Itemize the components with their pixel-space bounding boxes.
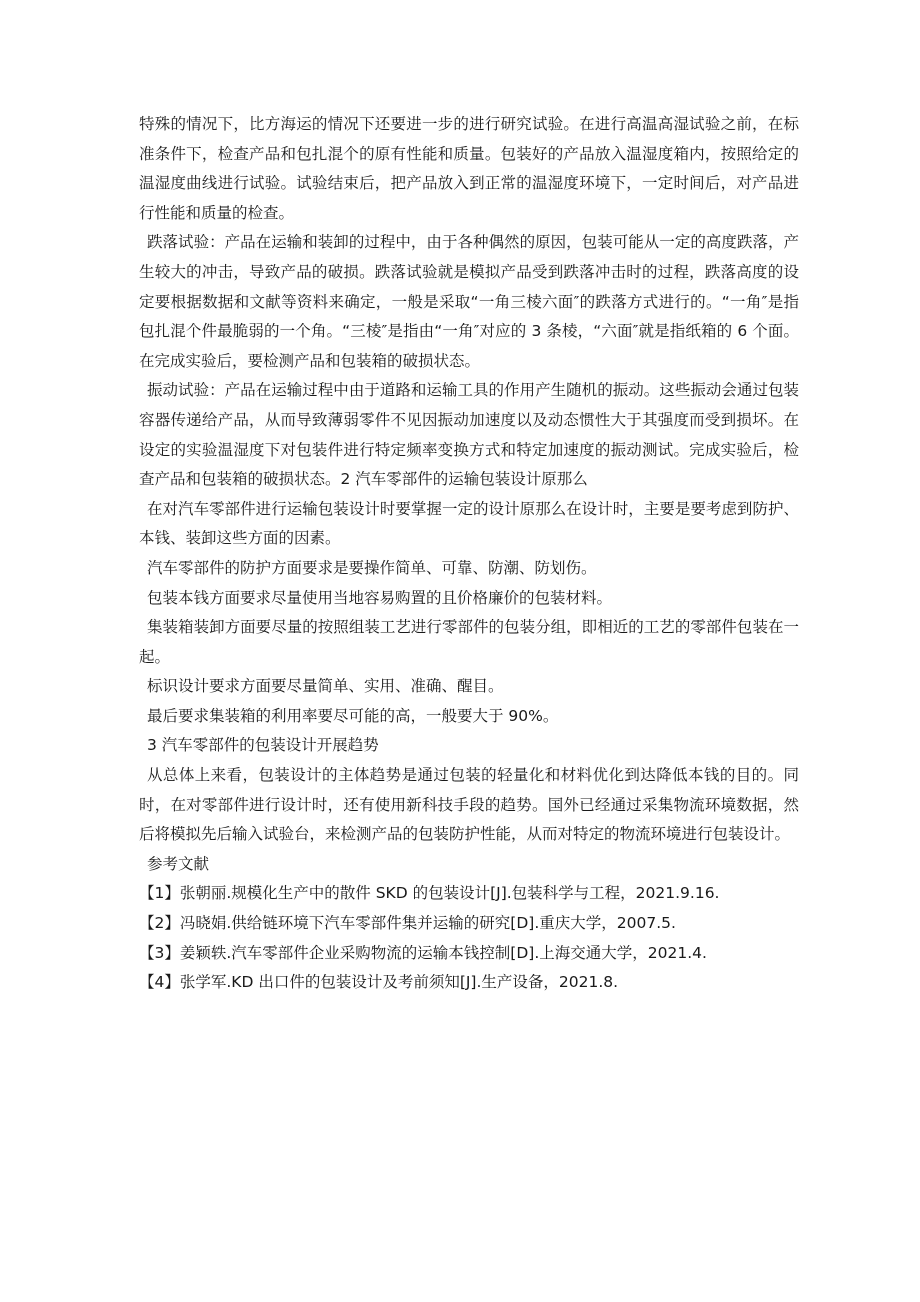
- reference-item-4: 【4】张学军.KD 出口件的包装设计及考前须知[J].生产设备，2021.8.: [139, 973, 619, 992]
- paragraph-trends: 从总体上来看，包装设计的主体趋势是通过包装的轻量化和材料优化到达降低本钱的目的。同时，在对零部件进行设计时，还有使用新科技手段的趋势。国外已经通过采集物流环境数据，然后将模拟先后输入试验台，来检测产品的包装防护性能，从而对特定的物流环境进行包装设计。: [139, 766, 799, 844]
- reference-item-1: 【1】张朝丽.规模化生产中的散件 SKD 的包装设计[J].包装科学与工程，2021.9.16.: [139, 884, 720, 903]
- paragraph-cost: 包装本钱方面要求尽量使用当地容易购置的且价格廉价的包装材料。: [147, 588, 613, 607]
- paragraph-utilization: 最后要求集装箱的利用率要尽可能的高，一般要大于 90%。: [147, 706, 559, 725]
- paragraph-vibration-test: 振动试验：产品在运输过程中由于道路和运输工具的作用产生随机的振动。这些振动会通过包装容器传递给产品，从而导致薄弱零件不见因振动加速度以及动态惯性大于其强度而受到损坏。在设定的实验温湿度下对包装件进行特定频率变换方式和特定加速度的振动测试。完成实验后，检查产品和包装箱的破损状态。2 汽车零部件的运输包装设计原那么: [139, 381, 799, 489]
- paragraph-labeling: 标识设计要求方面要尽量简单、实用、准确、醒目。: [147, 677, 504, 696]
- paragraph-protection: 汽车零部件的防护方面要求是要操作简单、可靠、防潮、防划伤。: [147, 558, 597, 577]
- paragraph-design-principles: 在对汽车零部件进行运输包装设计时要掌握一定的设计原那么在设计时，主要是要考虑到防护、本钱、装卸这些方面的因素。: [139, 499, 799, 548]
- paragraph-drop-test: 跌落试验：产品在运输和装卸的过程中，由于各种偶然的原因，包装可能从一定的高度跌落，产生较大的冲击，导致产品的破损。跌落试验就是模拟产品受到跌落冲击时的过程，跌落高度的设定要根据数据和文献等资料来确定，一般是采取“一角三棱六面″的跌落方式进行的。“一角″是指包扎混个件最脆弱的一个角。“三棱″是指由“一角″对应的 3 条棱，“六面″就是指纸箱的 6 个面。在完成实验后，要检测产品和包装箱的破损状态。: [139, 233, 799, 370]
- document-body: [139, 110, 799, 998]
- section-heading-trends: 3 汽车零部件的包装设计开展趋势: [147, 736, 379, 755]
- reference-item-3: 【3】姜颖轶.汽车零部件企业采购物流的运输本钱控制[D].上海交通大学，2021.4.: [139, 943, 707, 962]
- paragraph-handling: 集装箱装卸方面要尽量的按照组装工艺进行零部件的包装分组，即相近的工艺的零部件包装在一起。: [139, 618, 799, 666]
- references-heading: 参考文献: [147, 854, 210, 873]
- paragraph-humidity-test-continued: 特殊的情况下，比方海运的情况下还要进一步的进行研究试验。在进行高温高湿试验之前，在标准条件下，检查产品和包扎混个的原有性能和质量。包装好的产品放入温湿度箱内，按照给定的温湿度曲线进行试验。试验结束后，把产品放入到正常的温湿度环境下，一定时间后，对产品进行性能和质量的检查。: [139, 115, 799, 222]
- reference-item-2: 【2】冯晓娟.供给链环境下汽车零部件集并运输的研究[D].重庆大学，2007.5.: [139, 914, 676, 933]
